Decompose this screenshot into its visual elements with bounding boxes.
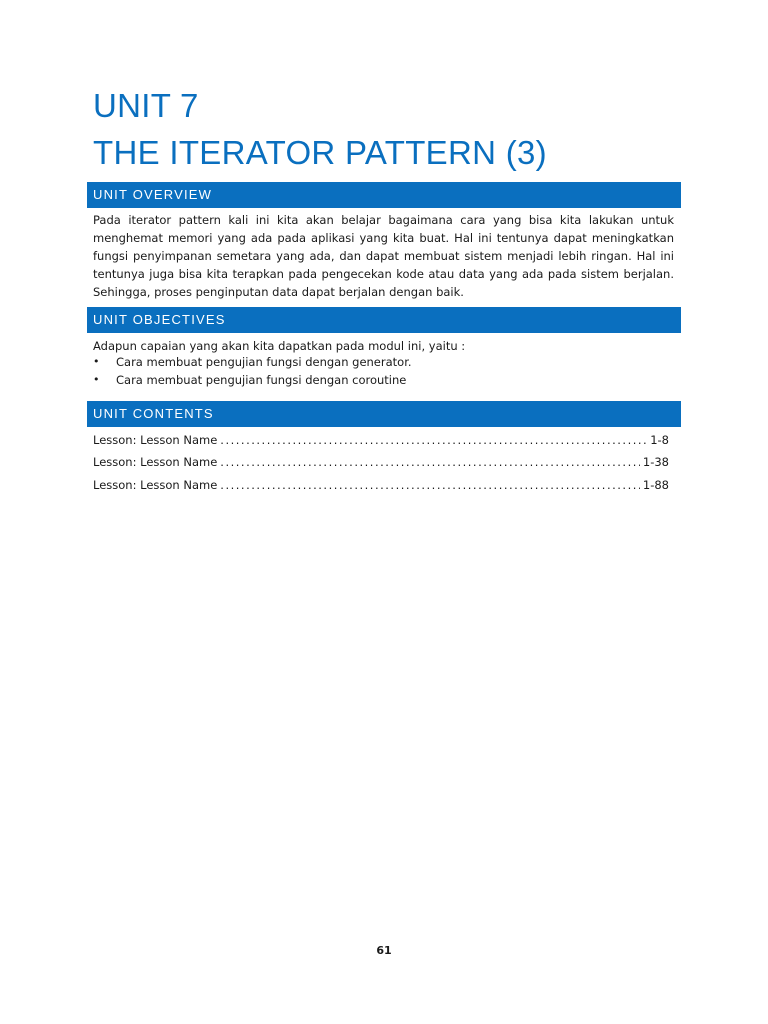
unit-number-title: UNIT 7 (93, 87, 199, 124)
toc-entry-label: Lesson: Lesson Name (93, 455, 218, 469)
objective-item (93, 371, 412, 389)
page-number: 61 (376, 944, 392, 957)
toc-leader-dots (220, 476, 640, 494)
objectives-list (93, 353, 412, 389)
toc-entry-label: Lesson: Lesson Name (93, 478, 218, 492)
toc-entry-label: Lesson: Lesson Name (93, 433, 218, 447)
overview-line: fungsi penyimpanan semetara yang ada, dan dapat membuat sistem menjadi lebih ringan. Hal ini (93, 249, 674, 263)
overview-line: menghemat memori yang ada pada aplikasi yang kita buat. Hal ini tentunya dapat meningkatkan (93, 231, 674, 245)
unit-overview-heading: UNIT OVERVIEW (87, 182, 681, 208)
objective-text: Cara membuat pengujian fungsi dengan coroutine (116, 373, 407, 387)
toc-leader-dots (220, 453, 640, 471)
bullet-icon: • (93, 373, 100, 386)
overview-line: Pada iterator pattern kali ini kita akan belajar bagaimana cara yang bisa kita lakukan untuk (93, 213, 674, 227)
overview-line: Sehingga, proses penginputan data dapat berjalan dengan baik. (93, 285, 464, 299)
unit-name-title: THE ITERATOR PATTERN (3) (93, 134, 547, 171)
toc-entry[interactable] (93, 431, 669, 449)
unit-overview-paragraph (93, 211, 674, 301)
unit-contents-heading: UNIT CONTENTS (87, 401, 681, 427)
objectives-intro: Adapun capaian yang akan kita dapatkan pada modul ini, yaitu : (93, 339, 466, 353)
toc-entry[interactable] (93, 476, 669, 494)
unit-objectives-heading: UNIT OBJECTIVES (87, 307, 681, 333)
objective-text: Cara membuat pengujian fungsi dengan generator. (116, 355, 412, 369)
objective-item (93, 353, 412, 371)
toc-entry-page: 1-38 (642, 455, 669, 469)
bullet-icon: • (93, 355, 100, 368)
toc-entry[interactable] (93, 453, 669, 471)
overview-line: tentunya juga bisa kita terapkan pada pengecekan kode atau data yang ada pada sistem berjalan. (93, 267, 674, 281)
toc-entry-page: 1-8 (650, 433, 669, 447)
toc-entry-page: 1-88 (642, 478, 669, 492)
toc-leader-dots (220, 431, 647, 449)
